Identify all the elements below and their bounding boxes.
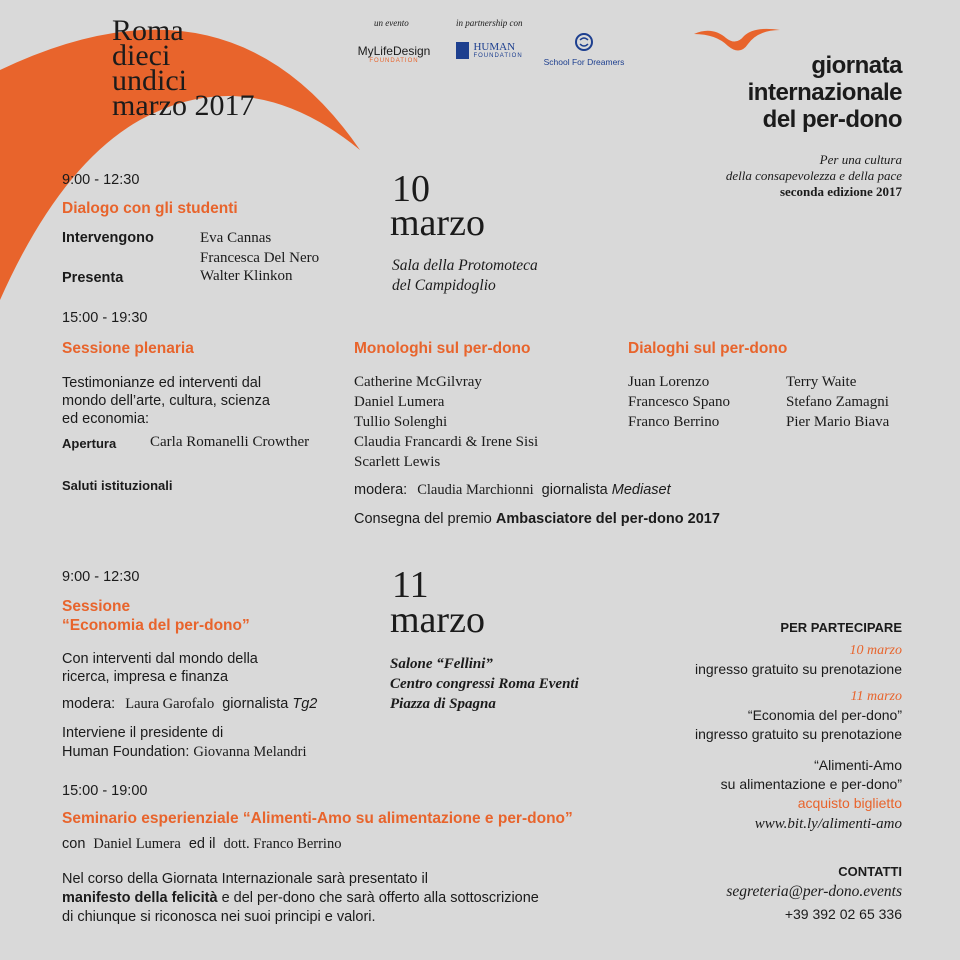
- monologo-speaker: Catherine McGilvray: [354, 374, 482, 390]
- day2-title-2: “Economia del per-dono”: [62, 617, 250, 634]
- plenaria-text-1: Testimonianze ed interventi dal: [62, 375, 262, 391]
- contatti-title: CONTATTI: [838, 864, 902, 879]
- mylifedesign-name: MyLifeDesign: [357, 44, 431, 58]
- day1-morning-time: 9:00 - 12:30: [62, 172, 140, 188]
- partecipare-d1-date: 10 marzo: [849, 643, 902, 658]
- day2-venue: [390, 654, 579, 714]
- footer-line-2-rest: e del per-dono che sarà offerto alla sottoscrizione: [221, 890, 539, 906]
- city-dates: [112, 14, 255, 122]
- title-line1: giornata: [811, 52, 902, 79]
- partecipare-d2-date: 11 marzo: [850, 689, 902, 704]
- mylifedesign-logo: [352, 44, 436, 64]
- partecipare-block: [695, 618, 902, 834]
- day2-title-1: Sessione: [62, 598, 131, 615]
- contatti-email-link[interactable]: segreteria@per-dono.events: [726, 883, 902, 900]
- modera-outlet: Tg2: [292, 696, 318, 712]
- seminario-con: [62, 836, 341, 853]
- tagline: [726, 152, 902, 200]
- ticket-url-link[interactable]: www.bit.ly/alimenti-amo: [754, 816, 902, 832]
- modera-role: giornalista: [541, 482, 608, 498]
- day2-afternoon-time: 15:00 - 19:00: [62, 783, 148, 799]
- day1-afternoon-time: 15:00 - 19:30: [62, 310, 148, 326]
- tagline-2: della consapevolezza e della pace: [725, 168, 902, 183]
- footer-line-3: di chiunque si riconosca nei suoi principi e valori.: [62, 909, 376, 925]
- modera-outlet: Mediaset: [611, 482, 671, 498]
- day1-venue-1: Sala della Protomoteca: [392, 257, 538, 274]
- day2-text-1: Con interventi dal mondo della: [62, 651, 258, 667]
- date-undici: undici: [112, 64, 187, 97]
- partecipare-d2-text: ingresso gratuito su prenotazione: [694, 726, 902, 742]
- plenaria-text-3: ed economia:: [62, 411, 150, 427]
- title-line2: internazionale: [747, 79, 902, 106]
- day2-morning-time: 9:00 - 12:30: [62, 569, 140, 585]
- day1-date-num: 10: [392, 168, 430, 210]
- partecipare-title: PER PARTECIPARE: [780, 620, 902, 635]
- day2-interviene: [62, 724, 307, 762]
- footer-note: [62, 870, 539, 927]
- monologhi-list: [354, 372, 538, 472]
- school-name: School For Dreamers: [543, 57, 625, 67]
- monologo-speaker: Scarlett Lewis: [354, 454, 441, 470]
- dialogo-speaker: Pier Mario Biava: [786, 414, 890, 430]
- footer-line-1: Nel corso della Giornata Internazionale sarà presentato il: [62, 871, 428, 887]
- plenaria-title: Sessione plenaria: [62, 340, 194, 357]
- date-marzo: marzo 2017: [112, 89, 255, 122]
- edition: seconda edizione 2017: [779, 184, 902, 199]
- date-dieci: dieci: [112, 39, 171, 72]
- con-name-2: dott. Franco Berrino: [223, 836, 342, 852]
- consegna-premio: [354, 511, 720, 527]
- partnership-label: in partnership con: [456, 18, 523, 28]
- presenta-label: Presenta: [62, 270, 124, 286]
- day2-date-month: marzo: [390, 599, 485, 641]
- dialogo-speaker: Stefano Zamagni: [786, 394, 889, 410]
- intervengono-list: [200, 228, 319, 268]
- day1-venue: [392, 256, 538, 296]
- plenaria-text-2: mondo dell’arte, cultura, scienza: [62, 393, 270, 409]
- city: Roma: [112, 14, 184, 47]
- modera-label: modera:: [62, 696, 116, 712]
- con-mid: ed il: [188, 836, 216, 852]
- day2-venue-1: Salone “Fellini”: [390, 656, 493, 672]
- tagline-1: Per una cultura: [819, 152, 902, 167]
- apertura-name: Carla Romanelli Crowther: [150, 434, 310, 450]
- partecipare-d1-text: ingresso gratuito su prenotazione: [694, 661, 902, 677]
- day2-morning-title: [62, 597, 250, 635]
- day1-modera: [354, 482, 671, 499]
- intervengono-label: Intervengono: [62, 230, 154, 246]
- day2-date-num: 11: [392, 564, 429, 606]
- human-name: HUMAN: [473, 41, 516, 54]
- consegna-text: Consegna del premio: [354, 511, 492, 527]
- monologo-speaker: Claudia Francardi & Irene Sisi: [354, 434, 539, 450]
- alimenti-2: su alimentazione e per-dono”: [720, 776, 902, 792]
- partecipare-d2-event: “Economia del per-dono”: [747, 707, 902, 723]
- day2-venue-3: Piazza di Spagna: [390, 696, 496, 712]
- intervengono-name-1: Eva Cannas: [200, 230, 272, 246]
- title-line3: del per-dono: [762, 106, 902, 133]
- human-foundation-logo: [456, 42, 523, 60]
- evento-label: un evento: [374, 18, 409, 28]
- modera-role: giornalista: [222, 696, 289, 712]
- event-title: [748, 52, 902, 133]
- school-for-dreamers-icon: [574, 32, 594, 52]
- interviene-name: Giovanna Melandri: [193, 744, 307, 760]
- day1-venue-2: del Campidoglio: [392, 277, 496, 294]
- dialogo-speaker: Terry Waite: [786, 374, 857, 390]
- dialoghi-col1: [628, 372, 730, 432]
- human-foundation-icon: [456, 42, 469, 59]
- day1-morning-title: Dialogo con gli studenti: [62, 200, 238, 217]
- intervengono-name-2: Francesca Del Nero: [200, 250, 320, 266]
- monologhi-title: Monologhi sul per-dono: [354, 340, 531, 357]
- alimenti-1: “Alimenti-Amo: [814, 757, 902, 773]
- presenta-name: Walter Klinkon: [200, 268, 293, 284]
- modera-label: modera:: [354, 482, 408, 498]
- saluti-label: Saluti istituzionali: [62, 478, 173, 493]
- consegna-premio-name: Ambasciatore del per-dono 2017: [495, 511, 720, 527]
- school-for-dreamers-logo: [543, 32, 625, 67]
- day2-modera: [62, 696, 317, 713]
- dialogo-speaker: Francesco Spano: [628, 394, 731, 410]
- day1-date-month: marzo: [390, 202, 485, 244]
- con-label: con: [62, 836, 86, 852]
- monologo-speaker: Daniel Lumera: [354, 394, 445, 410]
- modera-name: Claudia Marchionni: [417, 482, 534, 498]
- con-name-1: Daniel Lumera: [93, 836, 181, 852]
- contatti-block: [726, 863, 902, 925]
- contatti-phone: +39 392 02 65 336: [784, 906, 902, 922]
- monologo-speaker: Tullio Solenghi: [354, 414, 448, 430]
- footer-line-2-bold: manifesto della felicità: [62, 890, 218, 906]
- acquisto-biglietto-link[interactable]: acquisto biglietto: [797, 795, 902, 811]
- dialoghi-title: Dialoghi sul per-dono: [628, 340, 788, 357]
- seminario-title: Seminario esperienziale “Alimenti-Amo su alimentazione e per-dono”: [62, 810, 573, 827]
- dialoghi-col2: [786, 372, 889, 432]
- day2-venue-2: Centro congressi Roma Eventi: [390, 676, 579, 692]
- modera-name: Laura Garofalo: [125, 696, 215, 712]
- interviene-1: Interviene il presidente di: [62, 725, 224, 741]
- interviene-label: Human Foundation:: [62, 744, 190, 760]
- dialogo-speaker: Franco Berrino: [628, 414, 720, 430]
- plenaria-text: [62, 374, 270, 428]
- day2-text-2: ricerca, impresa e finanza: [62, 669, 229, 685]
- apertura-label: Apertura: [62, 436, 117, 451]
- human-sub: FOUNDATION: [473, 53, 523, 60]
- mylifedesign-sub: FOUNDATION: [369, 58, 419, 64]
- day2-morning-text: [62, 650, 258, 686]
- dialogo-speaker: Juan Lorenzo: [628, 374, 710, 390]
